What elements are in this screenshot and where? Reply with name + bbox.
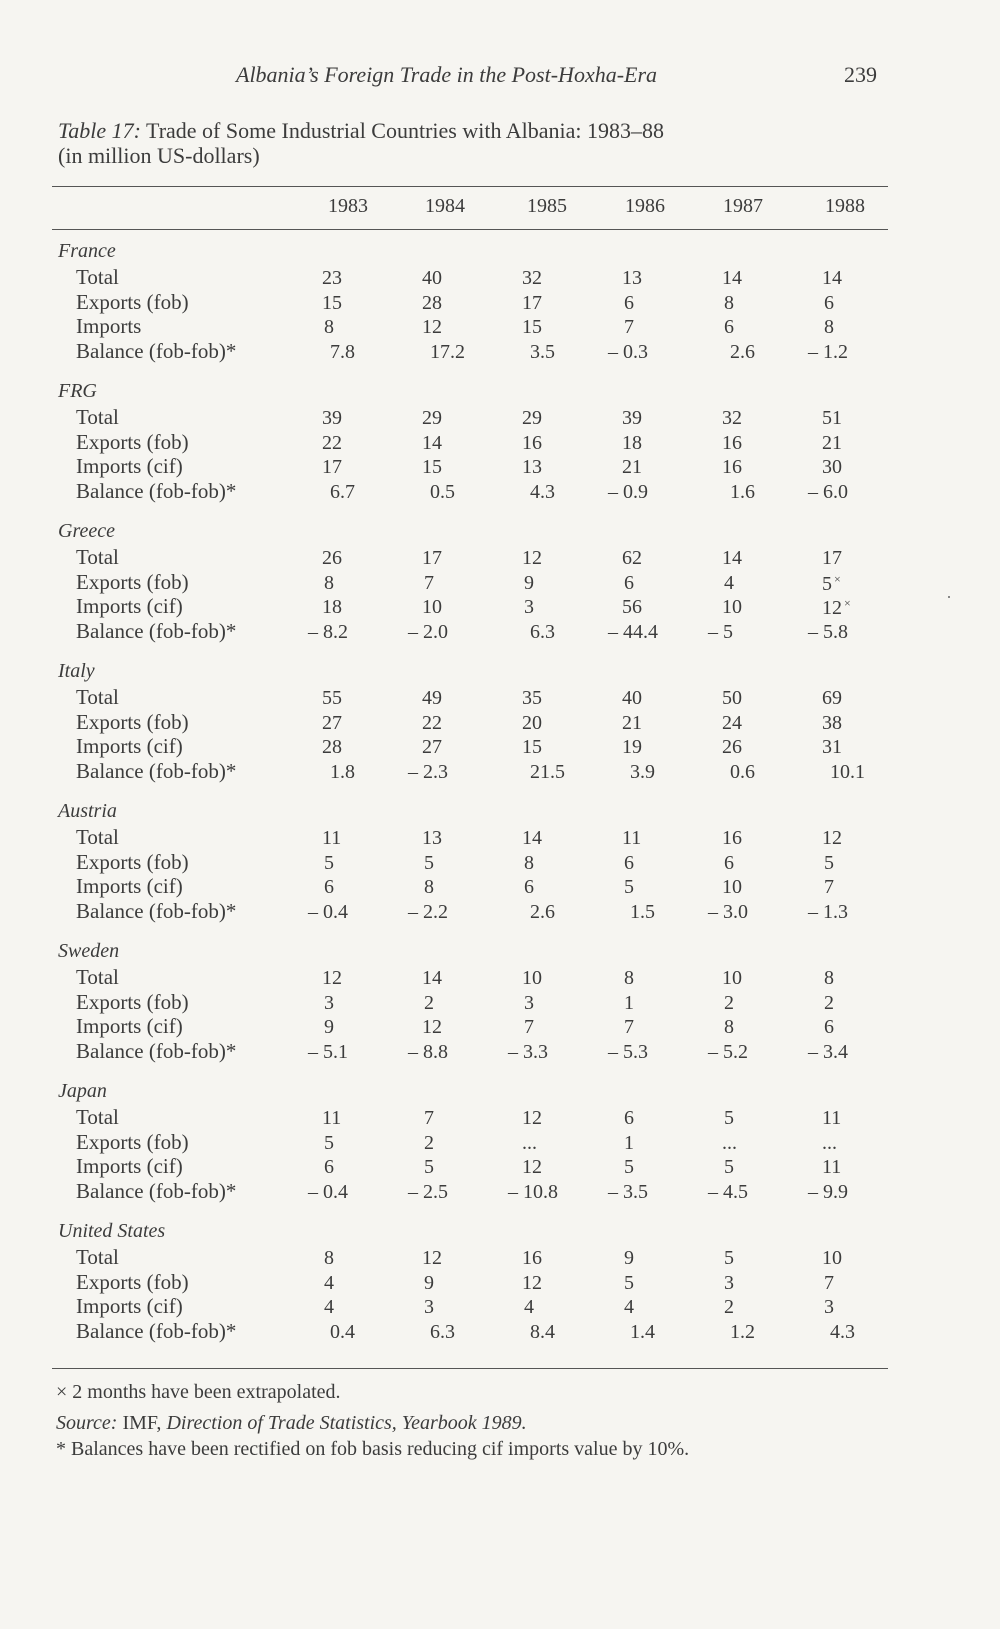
table-cell: 4 — [524, 1296, 534, 1318]
table-cell: – 2.3 — [408, 760, 448, 783]
table-cell: 15 — [322, 291, 342, 314]
table-cell: 17.2 — [430, 340, 465, 363]
table-cell: 27 — [322, 711, 342, 734]
year-header-1984: 1984 — [425, 195, 465, 217]
table-cell: 5 — [424, 851, 434, 874]
table-cell: 4 — [324, 1296, 334, 1318]
table-cell: 5 — [624, 876, 634, 898]
table-cell: 3.9 — [630, 760, 655, 783]
table-cell: – 2.2 — [408, 900, 448, 923]
table-cell: 17 — [422, 547, 442, 569]
table-cell: 5 — [624, 1156, 634, 1178]
table-cell: 32 — [522, 267, 542, 289]
table-cell: 26 — [322, 547, 342, 569]
row-label: Imports — [76, 314, 142, 338]
table-cell: 62 — [622, 547, 642, 569]
table-cell: 6 — [624, 851, 634, 874]
table-cell: 9 — [624, 1247, 634, 1269]
table-cell: 27 — [422, 736, 442, 758]
table-cell: – 0.4 — [308, 900, 348, 923]
table-cell: 1.8 — [330, 760, 355, 783]
table-cell: 39 — [622, 407, 642, 429]
table-cell: 22 — [422, 711, 442, 734]
table-cell: – 9.9 — [808, 1180, 848, 1203]
row-label: Exports (fob) — [76, 429, 189, 454]
row-label: Exports (fob) — [76, 849, 189, 874]
caption-unit: (in million US-dollars) — [58, 143, 260, 168]
source-note — [56, 1412, 527, 1435]
table-cell: 22 — [322, 431, 342, 454]
table-cell: 13 — [522, 456, 542, 478]
table-cell: 8 — [824, 967, 834, 989]
table-cell: 11 — [322, 1107, 342, 1129]
table-cell: 6 — [624, 291, 634, 314]
row-label: Balance (fob-fob)* — [76, 1038, 237, 1063]
table-cell: 12 — [522, 1271, 542, 1294]
table-cell: 2 — [724, 991, 734, 1014]
table-cell: 7 — [624, 316, 634, 338]
table-cell: 5 — [324, 1131, 334, 1154]
table-cell: 7 — [424, 1107, 434, 1129]
table-cell: – 5.1 — [308, 1040, 348, 1063]
table-cell: 10 — [722, 967, 742, 989]
table-cell: 10 — [722, 876, 742, 898]
table-cell: ... — [822, 1131, 837, 1154]
table-cell: 3 — [724, 1271, 734, 1294]
table-cell: 5 — [724, 1247, 734, 1269]
table-caption — [58, 118, 664, 168]
table-cell: 10 — [522, 967, 542, 989]
table-cell: – 1.2 — [808, 340, 848, 363]
table-cell: 5 — [824, 851, 834, 874]
table-cell: 2 — [424, 991, 434, 1014]
table-cell: 8 — [324, 571, 334, 594]
table-cell: 6 — [724, 851, 734, 874]
table-cell: 30 — [822, 456, 842, 478]
table-cell: 14 — [822, 267, 842, 289]
table-cell: 6 — [524, 876, 534, 898]
table-cell: – 5 — [708, 620, 733, 643]
running-head: Albania’s Foreign Trade in the Post-Hoxha-Era — [236, 62, 658, 87]
row-label: Total — [76, 545, 119, 569]
country-title: France — [58, 240, 116, 262]
table-cell: 2.6 — [730, 340, 755, 363]
table-cell: 7.8 — [330, 340, 355, 363]
table-cell: 21 — [622, 711, 642, 734]
table-cell: 10 — [722, 596, 742, 618]
table-cell: 12 — [422, 316, 442, 338]
table-cell: 21 — [822, 431, 842, 454]
table-cell: 5 — [324, 851, 334, 874]
table-cell: 8 — [524, 851, 534, 874]
country-title: Sweden — [58, 940, 120, 962]
table-cell: 5 — [624, 1271, 634, 1294]
footnote-extrapolated: × 2 months have been extrapolated. — [56, 1381, 341, 1403]
table-cell: 15 — [422, 456, 442, 478]
table-cell: 1 — [624, 991, 634, 1014]
country-title: United States — [58, 1220, 166, 1242]
table-cell: 2 — [824, 991, 834, 1014]
table-cell: 24 — [722, 711, 742, 734]
table-cell: 13 — [422, 827, 442, 849]
table-cell: – 5.8 — [808, 620, 848, 643]
table-cell: 3 — [324, 991, 334, 1014]
table-cell: 5 — [724, 1156, 734, 1178]
country-title: Japan — [58, 1080, 107, 1102]
header-rule — [52, 229, 888, 230]
row-label: Total — [76, 1245, 119, 1269]
table-cell: 17 — [522, 291, 542, 314]
table-cell: 8 — [324, 316, 334, 338]
table-cell: 4 — [624, 1296, 634, 1318]
table-cell: – 0.9 — [608, 480, 648, 503]
footnote-asterisk: * Balances have been rectified on fob basis reducing cif imports value by 10%. — [56, 1438, 690, 1460]
table-cell: 4 — [724, 571, 734, 594]
country-title: Austria — [58, 800, 117, 822]
country-title: FRG — [58, 380, 97, 402]
table-cell: 7 — [824, 1271, 834, 1294]
table-cell: 16 — [722, 456, 742, 478]
table-cell: 6.3 — [430, 1320, 455, 1343]
table-cell: 49 — [422, 687, 442, 709]
table-cell: 17 — [822, 547, 842, 569]
table-cell: 4.3 — [530, 480, 555, 503]
row-label: Total — [76, 1105, 119, 1129]
table-cell: 5 — [424, 1156, 434, 1178]
row-label: Exports (fob) — [76, 1269, 189, 1294]
table-cell: 69 — [822, 687, 842, 709]
table-cell: 12 × — [822, 596, 851, 619]
table-cell: 7 — [424, 571, 434, 594]
table-cell: 2 — [724, 1296, 734, 1318]
row-label: Balance (fob-fob)* — [76, 618, 237, 643]
table-cell: 14 — [422, 967, 442, 989]
table-cell: 1.2 — [730, 1320, 755, 1343]
year-header-1985: 1985 — [527, 195, 567, 217]
row-label: Imports (cif) — [76, 1154, 183, 1178]
table-cell: 1 — [624, 1131, 634, 1154]
year-header-1983: 1983 — [328, 195, 368, 217]
table-cell: 6.7 — [330, 480, 355, 503]
table-cell: 8.4 — [530, 1320, 555, 1343]
table-cell: ... — [522, 1131, 537, 1154]
row-label: Total — [76, 685, 119, 709]
table-cell: – 3.0 — [708, 900, 748, 923]
table-cell: 28 — [422, 291, 442, 314]
table-cell: 31 — [822, 736, 842, 758]
table-cell: 4 — [324, 1271, 334, 1294]
row-label: Total — [76, 965, 119, 989]
table-cell: 10 — [422, 596, 442, 618]
table-cell: 8 — [724, 291, 734, 314]
row-label: Exports (fob) — [76, 1129, 189, 1154]
row-label: Exports (fob) — [76, 989, 189, 1014]
table-cell: 28 — [322, 736, 342, 758]
table-cell: 10.1 — [830, 760, 865, 783]
table-cell: 3 — [424, 1296, 434, 1318]
table-cell: 12 — [422, 1247, 442, 1269]
table-cell: 13 — [622, 267, 642, 289]
table-cell: 55 — [322, 687, 342, 709]
table-cell: 8 — [624, 967, 634, 989]
table-cell: – 5.2 — [708, 1040, 748, 1063]
caption-title: Trade of Some Industrial Countries with Albania: 1983–88 — [146, 118, 665, 143]
table-cell: 11 — [622, 827, 642, 849]
table-cell: 12 — [422, 1016, 442, 1038]
table-cell: 12 — [522, 1156, 542, 1178]
table-cell: 40 — [622, 687, 642, 709]
table-cell: 15 — [522, 736, 542, 758]
table-cell: 8 — [324, 1247, 334, 1269]
table-cell: 18 — [622, 431, 642, 454]
table-cell: 0.6 — [730, 760, 755, 783]
table-cell: 3 — [524, 991, 534, 1014]
table-cell: 7 — [824, 876, 834, 898]
row-label: Imports (cif) — [76, 734, 183, 758]
table-cell: 9 — [524, 571, 534, 594]
table-cell: 17 — [322, 456, 342, 478]
table-cell: 9 — [324, 1016, 334, 1038]
table-cell: 7 — [624, 1016, 634, 1038]
table-cell: 14 — [722, 267, 742, 289]
page-number: 239 — [844, 62, 877, 87]
table-cell: 6 — [624, 571, 634, 594]
table-cell: ... — [722, 1131, 737, 1154]
table-cell: 14 — [422, 431, 442, 454]
table-cell: – 0.4 — [308, 1180, 348, 1203]
table-cell: 11 — [822, 1156, 842, 1178]
table-cell: 16 — [522, 1247, 542, 1269]
row-label: Exports (fob) — [76, 709, 189, 734]
table-cell: 6 — [824, 291, 834, 314]
table-cell: 38 — [822, 711, 842, 734]
source-label: Source: — [56, 1412, 118, 1434]
table-cell: 20 — [522, 711, 542, 734]
table-cell: 21 — [622, 456, 642, 478]
table-cell: 0.4 — [330, 1320, 355, 1343]
table-cell: – 2.5 — [408, 1180, 448, 1203]
table-cell: 16 — [722, 827, 742, 849]
table-cell: 1.4 — [630, 1320, 655, 1343]
caption-label: Table 17: — [58, 118, 141, 143]
row-label: Imports (cif) — [76, 1294, 183, 1318]
table-cell: 8 — [424, 876, 434, 898]
table-cell: 9 — [424, 1271, 434, 1294]
row-label: Exports (fob) — [76, 289, 189, 314]
table-cell: 51 — [822, 407, 842, 429]
row-label: Balance (fob-fob)* — [76, 758, 237, 783]
table-cell: 12 — [822, 827, 842, 849]
row-label: Balance (fob-fob)* — [76, 478, 237, 503]
row-label: Imports (cif) — [76, 454, 183, 478]
table-cell: – 8.8 — [408, 1040, 448, 1063]
table-cell: 12 — [522, 1107, 542, 1129]
table-cell: 29 — [422, 407, 442, 429]
table-cell: 14 — [522, 827, 542, 849]
table-cell: 26 — [722, 736, 742, 758]
table-cell: 32 — [722, 407, 742, 429]
table-cell: 6 — [324, 1156, 334, 1178]
row-label: Balance (fob-fob)* — [76, 1318, 237, 1343]
row-label: Exports (fob) — [76, 569, 189, 594]
table-cell: 15 — [522, 316, 542, 338]
table-cell: 11 — [822, 1107, 842, 1129]
table-cell: 35 — [522, 687, 542, 709]
row-label: Balance (fob-fob)* — [76, 898, 237, 923]
table-cell: 4.3 — [830, 1320, 855, 1343]
table-cell: 12 — [522, 547, 542, 569]
source-title: Direction of Trade Statistics, Yearbook 1989. — [166, 1412, 527, 1434]
table-cell: 12 — [322, 967, 342, 989]
row-label: Balance (fob-fob)* — [76, 1178, 237, 1203]
table-cell: 7 — [524, 1016, 534, 1038]
table-cell: 23 — [322, 267, 342, 289]
table-cell: – 3.3 — [508, 1040, 548, 1063]
table-cell: 6 — [824, 1016, 834, 1038]
country-title: Italy — [58, 660, 95, 682]
table-cell: – 6.0 — [808, 480, 848, 503]
source-text: IMF, — [122, 1412, 162, 1434]
table-cell: – 2.0 — [408, 620, 448, 643]
table-cell: – 0.3 — [608, 340, 648, 363]
table-cell: 1.6 — [730, 480, 755, 503]
table-cell: – 3.4 — [808, 1040, 848, 1063]
table-cell: 3 — [524, 596, 534, 618]
table-cell: 2 — [424, 1131, 434, 1154]
table-cell: 6 — [724, 316, 734, 338]
table-cell: 0.5 — [430, 480, 455, 503]
table-cell: 2.6 — [530, 900, 555, 923]
table-cell: 5 — [724, 1107, 734, 1129]
row-label: Imports (cif) — [76, 594, 183, 618]
table-cell: 11 — [322, 827, 342, 849]
table-cell: 3.5 — [530, 340, 555, 363]
table-cell: 8 — [724, 1016, 734, 1038]
table-cell: 19 — [622, 736, 642, 758]
table-cell: – 10.8 — [508, 1180, 558, 1203]
row-label: Balance (fob-fob)* — [76, 338, 237, 363]
table-cell: 10 — [822, 1247, 842, 1269]
table-cell: 3 — [824, 1296, 834, 1318]
table-cell: 16 — [522, 431, 542, 454]
table-cell: 40 — [422, 267, 442, 289]
table-cell: – 1.3 — [808, 900, 848, 923]
table-cell: – 3.5 — [608, 1180, 648, 1203]
table-cell: 21.5 — [530, 760, 565, 783]
table-cell: 18 — [322, 596, 342, 618]
row-label: Total — [76, 825, 119, 849]
bottom-rule — [52, 1368, 888, 1369]
table-cell: 16 — [722, 431, 742, 454]
year-header-1987: 1987 — [723, 195, 763, 217]
table-cell: 56 — [622, 596, 642, 618]
top-rule — [52, 186, 888, 187]
table-cell: 6.3 — [530, 620, 555, 643]
row-label: Imports (cif) — [76, 1014, 183, 1038]
table-cell: 8 — [824, 316, 834, 338]
country-title: Greece — [58, 520, 115, 542]
table-cell: 6 — [624, 1107, 634, 1129]
row-label: Imports (cif) — [76, 874, 183, 898]
table-cell: – 4.5 — [708, 1180, 748, 1203]
table-cell: – 5.3 — [608, 1040, 648, 1063]
scan-speck — [948, 596, 950, 598]
table-cell: 5 × — [822, 571, 841, 595]
table-cell: 1.5 — [630, 900, 655, 923]
year-header-1986: 1986 — [625, 195, 665, 217]
row-label: Total — [76, 265, 119, 289]
row-label: Total — [76, 405, 119, 429]
table-cell: 14 — [722, 547, 742, 569]
table-cell: 39 — [322, 407, 342, 429]
table-cell: 50 — [722, 687, 742, 709]
year-header-1988: 1988 — [825, 195, 865, 217]
table-cell: – 44.4 — [608, 620, 658, 643]
table-cell: 29 — [522, 407, 542, 429]
table-cell: – 8.2 — [308, 620, 348, 643]
table-cell: 6 — [324, 876, 334, 898]
